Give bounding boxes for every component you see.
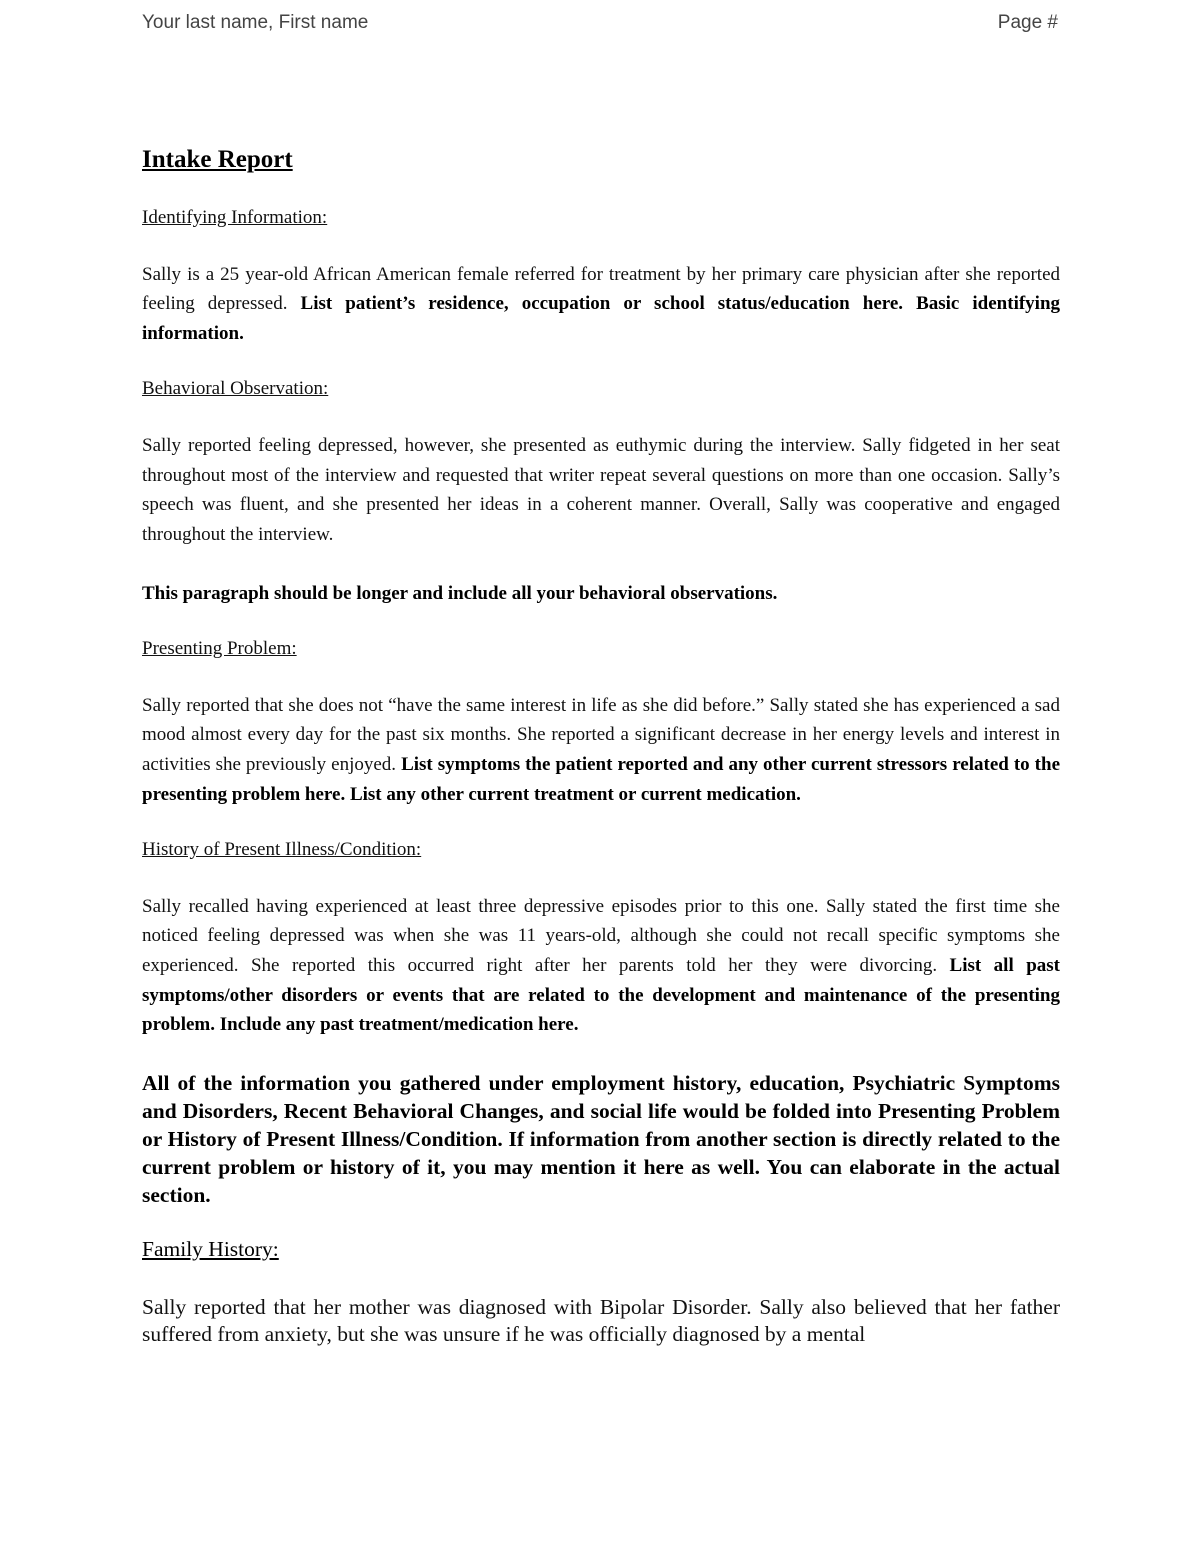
presenting-paragraph — [142, 691, 1060, 809]
family-text: Sally reported that her mother was diagnosed with Bipolar Disorder. Sally also believed that her father suffered from anxiety, but she was unsure if he was officially diagnosed by a mental — [142, 1294, 1060, 1346]
behavioral-text: Sally reported feeling depressed, however, she presented as euthymic during the interview. Sally fidgeted in her seat throughout most of the interview and requested that writer repeat several questions on more than one occasion. Sally’s speech was fluent, and she presented her ideas in a coherent manner. Overall, Sally was cooperative and engaged throughout the interview. — [142, 435, 1060, 545]
history-instruction: List all past symptoms/other disorders or events that are related to the development and maintenance of the presenting problem. Include any past treatment/medication here. — [142, 955, 1060, 1036]
behavioral-paragraph — [142, 431, 1060, 549]
history-text: Sally recalled having experienced at least three depressive episodes prior to this one. Sally stated the first time she noticed feeling depressed was when she was 11 years-old, although she could not recall specific symptoms she experienced. She reported this occurred right after her parents told her they were divorcing. — [142, 895, 1060, 977]
identifying-text: Sally is a 25 year-old African American female referred for treatment by her primary care physician after she reported feeling depressed. — [142, 263, 1060, 315]
history-paragraph — [142, 892, 1060, 1040]
history-heading: History of Present Illness/Condition: — [142, 839, 422, 861]
page-header — [142, 12, 1058, 34]
identifying-paragraph — [142, 260, 1060, 349]
behavioral-heading: Behavioral Observation: — [142, 378, 329, 400]
section-note: All of the information you gathered under employment history, education, Psychiatric Symptoms and Disorders, Recent Behavioral Changes, and social life would be folded into Presenting Problem or History of Present Illness/Condition. If information from another section is directly related to the current problem or history of it, you may mention it here as well. You can elaborate in the actual section. — [142, 1070, 1060, 1207]
identifying-heading: Identifying Information: — [142, 207, 328, 228]
presenting-heading: Presenting Problem: — [142, 638, 297, 660]
family-heading: Family History: — [142, 1236, 279, 1261]
document-title: Intake Report — [142, 146, 293, 173]
identifying-instruction: List patient’s residence, occupation or school status/education here. Basic identifying information. — [142, 293, 1061, 344]
header-page-number: Page # — [997, 12, 1058, 33]
presenting-text: Sally reported that she does not “have the same interest in life as she did before.” Sally stated she has experienced a sad mood almost every day for the past six months. She reported a significant decrease in her energy levels and interest in activities she previously enjoyed. — [142, 694, 1060, 775]
presenting-instruction: List symptoms the patient reported and any other current stressors related to the presenting problem here. List any other current treatment or current medication. — [142, 754, 1061, 805]
family-paragraph — [142, 1294, 1060, 1348]
document-body — [142, 145, 1060, 1348]
header-author: Your last name, First name — [142, 12, 369, 33]
behavioral-instruction: This paragraph should be longer and include all your behavioral observations. — [142, 582, 778, 604]
